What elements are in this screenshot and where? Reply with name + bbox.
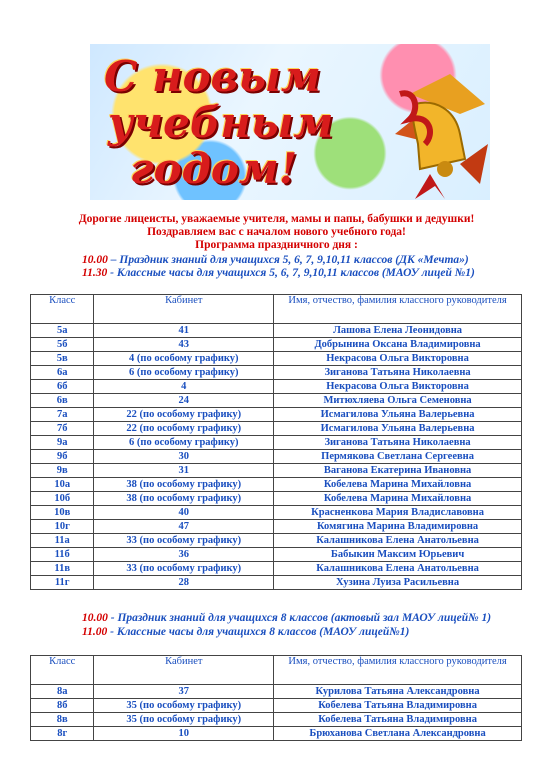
cell-class: 7а (31, 408, 94, 422)
table-row (31, 520, 522, 534)
cell-room: 38 (по особому графику) (94, 478, 274, 492)
banner-line-3: годом! (130, 144, 298, 193)
cell-teacher: Зиганова Татьяна Николаевна (274, 436, 522, 450)
cell-class: 5б (31, 338, 94, 352)
header-room: Кабинет (94, 656, 274, 685)
cell-class: 11а (31, 534, 94, 548)
cell-room: 22 (по особому графику) (94, 422, 274, 436)
cell-room: 24 (94, 394, 274, 408)
table-row (31, 380, 522, 394)
table-row (31, 713, 522, 727)
cell-class: 8г (31, 727, 94, 741)
table-row (31, 394, 522, 408)
bell-icon (390, 74, 490, 200)
table-row (31, 464, 522, 478)
cell-teacher: Исмагилова Ульяна Валерьевна (274, 422, 522, 436)
table-row (31, 492, 522, 506)
cell-teacher: Зиганова Татьяна Николаевна (274, 366, 522, 380)
table-row (31, 338, 522, 352)
cell-class: 9б (31, 450, 94, 464)
table-header-row (31, 656, 522, 685)
header-room: Кабинет (94, 295, 274, 324)
cell-class: 5в (31, 352, 94, 366)
cell-room: 6 (по особому графику) (94, 436, 274, 450)
table-row (31, 408, 522, 422)
cell-room: 38 (по особому графику) (94, 492, 274, 506)
cell-class: 8а (31, 685, 94, 699)
cell-room: 22 (по особому графику) (94, 408, 274, 422)
banner-image (90, 44, 490, 200)
table-row (31, 576, 522, 590)
cell-teacher: Брюханова Светлана Александровна (274, 727, 522, 741)
cell-room: 35 (по особому графику) (94, 713, 274, 727)
cell-class: 6б (31, 380, 94, 394)
cell-room: 47 (94, 520, 274, 534)
cell-class: 9в (31, 464, 94, 478)
table-row (31, 562, 522, 576)
cell-teacher: Кобелева Марина Михайловна (274, 492, 522, 506)
cell-room: 41 (94, 324, 274, 338)
program-item: 10.00 – Праздник знаний для учащихся 5, 6, 7, 9,10,11 классов (ДК «Мечта») (82, 254, 469, 266)
cell-class: 11в (31, 562, 94, 576)
cell-class: 11г (31, 576, 94, 590)
cell-class: 8б (31, 699, 94, 713)
table-row (31, 534, 522, 548)
table-row (31, 450, 522, 464)
cell-room: 33 (по особому графику) (94, 562, 274, 576)
cell-room: 43 (94, 338, 274, 352)
cell-teacher: Красненкова Мария Владиславовна (274, 506, 522, 520)
table-row (31, 548, 522, 562)
table-row (31, 685, 522, 699)
congrats-line: Поздравляем вас с началом нового учебного года! (147, 226, 406, 238)
cell-teacher: Исмагилова Ульяна Валерьевна (274, 408, 522, 422)
class-schedule-table (30, 294, 522, 590)
cell-teacher: Кобелева Марина Михайловна (274, 478, 522, 492)
cell-room: 40 (94, 506, 274, 520)
grade8-schedule-table (30, 655, 522, 741)
program-item: 10.00 - Праздник знаний для учащихся 8 классов (актовый зал МАОУ лицей№ 1) (82, 612, 492, 624)
table-row (31, 727, 522, 741)
cell-class: 11б (31, 548, 94, 562)
cell-teacher: Пермякова Светлана Сергеевна (274, 450, 522, 464)
table-row (31, 352, 522, 366)
cell-teacher: Добрынина Оксана Владимировна (274, 338, 522, 352)
cell-teacher: Некрасова Ольга Викторовна (274, 380, 522, 394)
table-row (31, 422, 522, 436)
header-class: Класс (31, 656, 94, 685)
cell-class: 10а (31, 478, 94, 492)
program-item: 11.00 - Классные часы для учащихся 8 классов (МАОУ лицей№1) (82, 626, 410, 638)
cell-teacher: Бабыкин Максим Юрьевич (274, 548, 522, 562)
cell-room: 4 (94, 380, 274, 394)
table-row (31, 699, 522, 713)
cell-teacher: Лашова Елена Леонидовна (274, 324, 522, 338)
header-class: Класс (31, 295, 94, 324)
cell-teacher: Калашникова Елена Анатольевна (274, 562, 522, 576)
cell-class: 9а (31, 436, 94, 450)
banner-line-2: учебным (108, 98, 334, 147)
cell-teacher: Некрасова Ольга Викторовна (274, 352, 522, 366)
cell-room: 31 (94, 464, 274, 478)
table-row (31, 436, 522, 450)
cell-room: 4 (по особому графику) (94, 352, 274, 366)
header-teacher: Имя, отчество, фамилия классного руководителя (274, 295, 522, 324)
cell-teacher: Комягина Марина Владимировна (274, 520, 522, 534)
program-item: 11.30 - Классные часы для учащихся 5, 6, 7, 9,10,11 классов (МАОУ лицей №1) (82, 267, 475, 279)
table-row (31, 478, 522, 492)
cell-teacher: Кобелева Татьяна Владимировна (274, 699, 522, 713)
cell-class: 10б (31, 492, 94, 506)
cell-room: 6 (по особому графику) (94, 366, 274, 380)
table-row (31, 324, 522, 338)
table-row (31, 366, 522, 380)
banner-line-1: С новым (104, 52, 321, 101)
cell-teacher: Кобелева Татьяна Владимировна (274, 713, 522, 727)
cell-class: 6в (31, 394, 94, 408)
cell-room: 33 (по особому графику) (94, 534, 274, 548)
table-header-row (31, 295, 522, 324)
cell-class: 6а (31, 366, 94, 380)
cell-class: 8в (31, 713, 94, 727)
cell-room: 10 (94, 727, 274, 741)
cell-teacher: Курилова Татьяна Александровна (274, 685, 522, 699)
greeting-line: Дорогие лицеисты, уважаемые учителя, мамы и папы, бабушки и дедушки! (78, 213, 475, 225)
cell-room: 35 (по особому графику) (94, 699, 274, 713)
cell-class: 5а (31, 324, 94, 338)
cell-class: 10г (31, 520, 94, 534)
cell-teacher: Ваганова Екатерина Ивановна (274, 464, 522, 478)
cell-room: 30 (94, 450, 274, 464)
program-title: Программа праздничного дня : (195, 239, 358, 251)
cell-teacher: Митюхляева Ольга Семеновна (274, 394, 522, 408)
cell-class: 7б (31, 422, 94, 436)
cell-room: 36 (94, 548, 274, 562)
header-teacher: Имя, отчество, фамилия классного руководителя (274, 656, 522, 685)
cell-room: 37 (94, 685, 274, 699)
table-row (31, 506, 522, 520)
cell-teacher: Хузина Луиза Расильевна (274, 576, 522, 590)
cell-teacher: Калашникова Елена Анатольевна (274, 534, 522, 548)
cell-room: 28 (94, 576, 274, 590)
cell-class: 10в (31, 506, 94, 520)
